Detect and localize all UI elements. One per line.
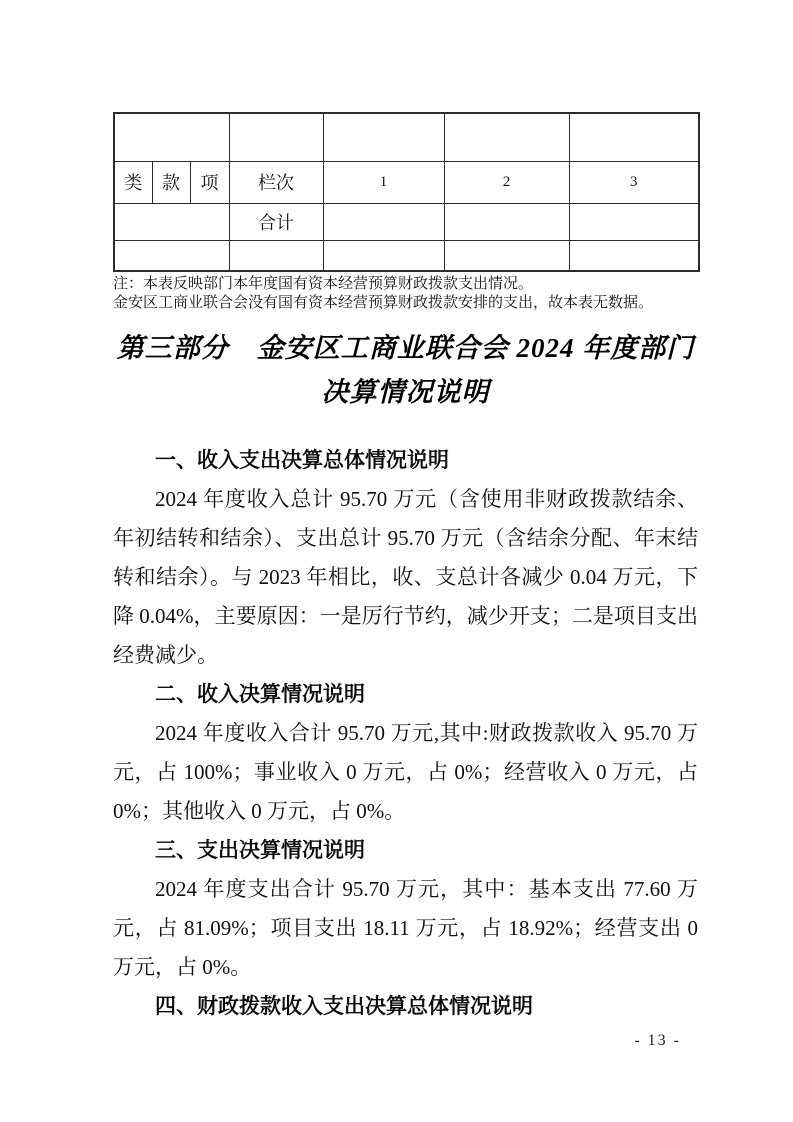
part-title [113,326,698,414]
table-header-class: 类 [114,161,152,203]
section-body: 2024 年度收入总计 95.70 万元（含使用非财政拨款结余、年初结转和结余）、支出总计 95.70 万元（含结余分配、年末结转和结余）。与 2023 年相比，收、支总计各减少 0.04 万元，下降 0.04%，主要原因：一是厉行节约，减少开支；二是项目支出经费减少。 [113,487,698,667]
section-income-statement [113,675,698,831]
table-cell-empty [114,203,229,240]
table-header-item: 项 [190,161,229,203]
document-content [113,112,698,1026]
table-header-col-3: 3 [569,161,699,203]
table-cell-empty [569,240,699,271]
section-heading: 四、财政拨款收入支出决算总体情况说明 [155,995,533,1018]
table-cell-empty [569,203,699,240]
section-expenditure-statement [113,831,698,987]
table-cell-empty [444,113,569,161]
part-title-line-2: 决算情况说明 [321,377,490,407]
section-body: 2024 年度收入合计 95.70 万元,其中:财政拨款收入 95.70 万元，占 100%；事业收入 0 万元，占 0%；经营收入 0 万元，占 0%；其他收入 0 万元，占 0%。 [113,721,698,823]
table-header-section: 款 [152,161,190,203]
table-cell-empty [114,240,229,271]
sections [113,441,698,1026]
table-row [114,113,699,161]
table-cell-empty [114,113,229,161]
part-title-line-1: 第三部分 金安区工商业联合会 2024 年度部门 [116,333,695,363]
state-capital-budget-table [113,112,700,272]
table-cell-empty [569,113,699,161]
table-cell-empty [444,203,569,240]
table-note-line-1: 注：本表反映部门本年度国有资本经营预算财政拨款支出情况。 [113,276,534,292]
table-cell-empty [229,113,323,161]
table-cell-empty [323,203,444,240]
section-fiscal-appropriation-overview [113,987,698,1026]
section-heading: 一、收入支出决算总体情况说明 [155,449,449,472]
table-total-row [114,203,699,240]
section-heading: 三、支出决算情况说明 [155,839,365,862]
table-cell-empty [323,113,444,161]
table-notes [113,275,698,313]
page-number: - 13 - [634,1032,681,1049]
section-heading: 二、收入决算情况说明 [155,683,365,706]
table-row [114,240,699,271]
table-header-col-1: 1 [323,161,444,203]
table-note-line-2: 金安区工商业联合会没有国有资本经营预算财政拨款安排的支出，故本表无数据。 [113,295,654,311]
table-total-label: 合计 [229,203,323,240]
table-cell-empty [323,240,444,271]
section-body: 2024 年度支出合计 95.70 万元，其中：基本支出 77.60 万元，占 81.09%；项目支出 18.11 万元，占 18.92%；经营支出 0 万元，占 0%。 [113,877,698,979]
table-header-col-2: 2 [444,161,569,203]
section-income-expenditure-overview [113,441,698,675]
table-header-column-label: 栏次 [229,161,323,203]
table-cell-empty [444,240,569,271]
table-cell-empty [229,240,323,271]
table-header-row [114,161,699,203]
